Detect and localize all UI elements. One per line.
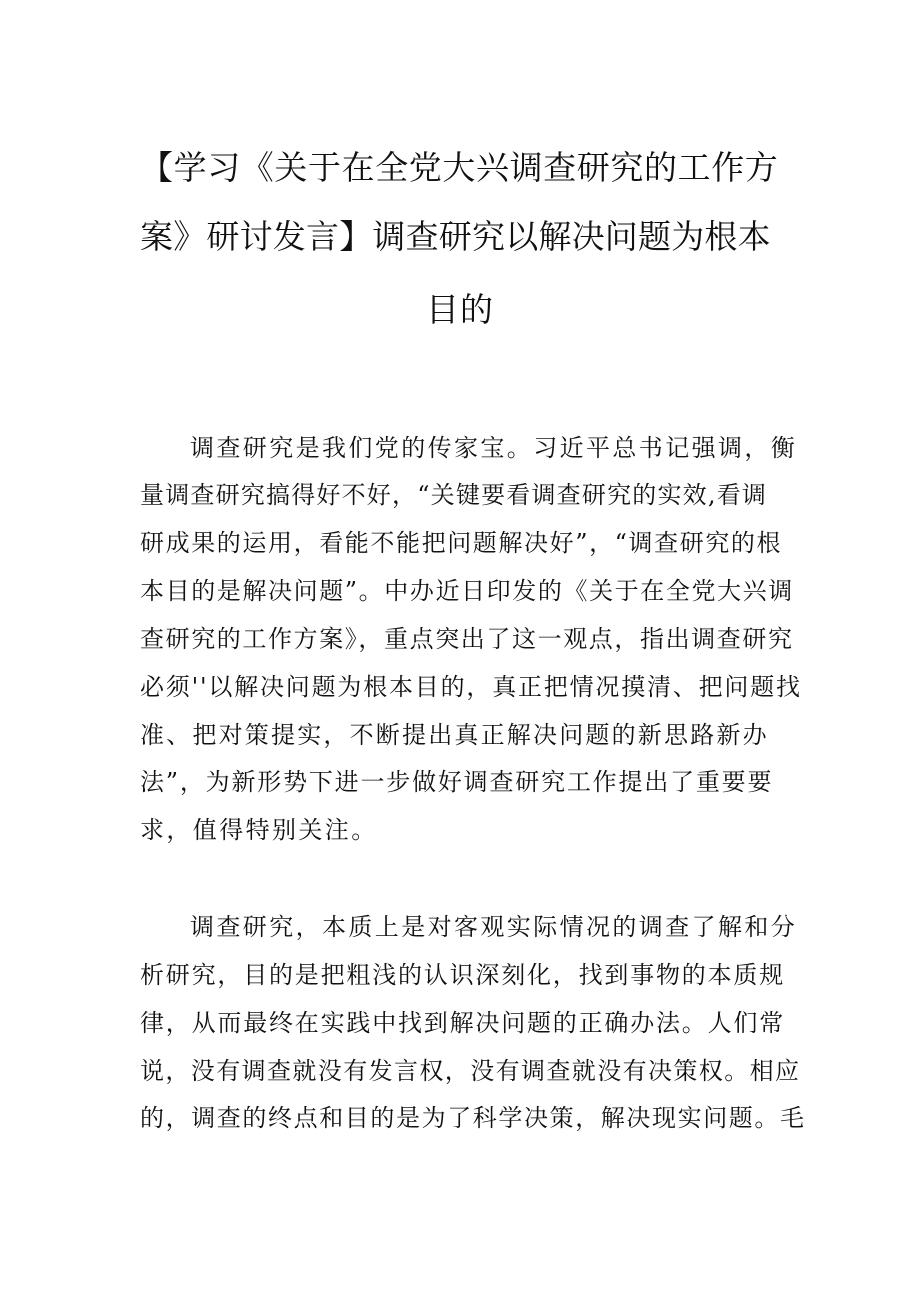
title-line-3: 目的 <box>426 290 494 329</box>
title-line-1: 【学习《关于在全党大兴调查研究的工作方 <box>140 148 779 187</box>
paragraph-2-line-3: 律，从而最终在实践中找到解决问题的正确办法。人们常 <box>140 1009 785 1037</box>
paragraph-1-line-7: 准、把对策提实，不断提出真正解决问题的新思路新办 <box>140 721 769 749</box>
paragraph-2-line-5: 的，调查的终点和目的是为了科学决策，解决现实问题。毛 <box>140 1104 806 1132</box>
paragraph-1-line-3: 研成果的运用，看能不能把问题解决好”，“调查研究的根 <box>140 529 783 557</box>
paragraph-1-line-2: 量调查研究搞得好不好，“关键要看调查研究的实效,看调 <box>140 481 768 509</box>
title-line-2: 案》研讨发言】调查研究以解决问题为根本 <box>140 217 771 256</box>
paragraph-1-line-6: 必须''以解决问题为根本目的，真正把情况摸清、把问题找 <box>140 673 802 701</box>
paragraph-1-line-9: 求，值得特别关注。 <box>140 816 378 844</box>
paragraph-1-line-5: 查研究的工作方案》，重点突出了这一观点，指出调查研究 <box>140 625 794 653</box>
paragraph-2-line-1: 调查研究，本质上是对客观实际情况的调查了解和分 <box>190 913 798 941</box>
paragraph-2-line-2: 析研究，目的是把粗浅的认识深刻化，找到事物的本质规 <box>140 961 785 989</box>
paragraph-1-line-4: 本目的是解决问题”。中办近日印发的《关于在全党大兴调 <box>140 577 794 605</box>
paragraph-1-line-1: 调查研究是我们党的传家宝。习近平总书记强调，衡 <box>190 434 798 462</box>
paragraph-1-line-8: 法”，为新形势下进一步做好调查研究工作提出了重要要 <box>140 768 774 796</box>
paragraph-2-line-4: 说，没有调查就没有发言权，没有调查就没有决策权。相应 <box>140 1057 801 1085</box>
